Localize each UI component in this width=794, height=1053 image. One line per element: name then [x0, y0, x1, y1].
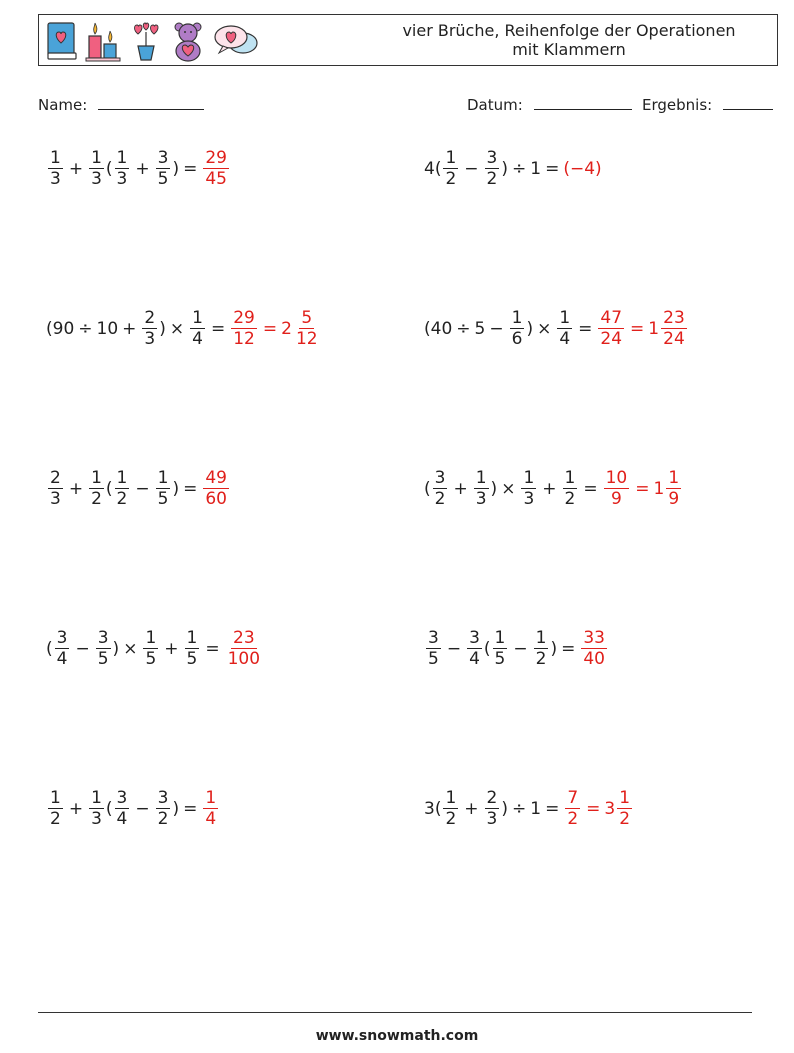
operator: − [135, 478, 150, 499]
math-token: 2 [281, 318, 292, 339]
operator: + [453, 478, 468, 499]
operator: + [164, 638, 179, 659]
denominator: 3 [486, 809, 498, 829]
math-token: ( [434, 798, 442, 819]
denominator: 2 [445, 809, 457, 829]
operator: − [464, 158, 479, 179]
operator: × [169, 318, 185, 339]
math-token: ( [105, 158, 113, 179]
numerator: 23 [663, 308, 685, 328]
fraction [563, 468, 578, 509]
numerator: 1 [116, 148, 128, 168]
denominator: 4 [205, 809, 217, 829]
problem-1 [46, 148, 231, 189]
math-token: ) [501, 798, 509, 819]
problem-10 [424, 788, 634, 829]
denominator: 3 [475, 489, 487, 509]
math-token: ( [483, 638, 491, 659]
numerator: 5 [301, 308, 313, 328]
denominator: 4 [559, 329, 571, 349]
operator: ÷ [78, 318, 93, 339]
problem-2 [424, 148, 602, 189]
math-token: ) [172, 478, 180, 499]
operator: = [635, 478, 650, 499]
fraction [48, 148, 63, 189]
title-line-1: vier Brüche, Reihenfolge der Operationen [402, 21, 736, 40]
numerator: 3 [157, 148, 169, 168]
problem-4 [424, 308, 689, 349]
math-token: 1 [648, 318, 660, 339]
math-token: 1 [530, 798, 542, 819]
denominator: 2 [619, 809, 631, 829]
answer-7 [226, 628, 262, 669]
math-token: 1 [653, 478, 665, 499]
answer-1 [203, 148, 229, 189]
denominator: 3 [50, 489, 61, 509]
fraction [467, 628, 482, 669]
numerator: 3 [157, 788, 169, 808]
denominator: 9 [611, 489, 622, 509]
numerator: 33 [583, 628, 605, 648]
fraction [48, 468, 63, 509]
operator: = [210, 318, 226, 339]
math-token: ) [112, 638, 120, 659]
operator: + [68, 478, 84, 499]
numerator: 1 [50, 788, 61, 808]
math-token: ( [434, 158, 442, 179]
math-token: 40 [430, 318, 453, 339]
fraction [557, 308, 572, 349]
numerator: 1 [511, 308, 523, 328]
numerator: 3 [428, 628, 439, 648]
fraction [521, 468, 536, 509]
operator: + [542, 478, 557, 499]
denominator: 12 [233, 329, 255, 349]
name-label: Name: [38, 96, 88, 114]
title-line-2: mit Klammern [512, 40, 626, 59]
numerator: 47 [600, 308, 623, 328]
numerator: 1 [619, 788, 631, 808]
numerator: 3 [116, 788, 128, 808]
fraction [426, 628, 441, 669]
numerator: 2 [144, 308, 156, 328]
answer-4 [598, 308, 624, 349]
numerator: 1 [494, 628, 506, 648]
fraction [510, 308, 525, 349]
book-heart-icon [45, 21, 79, 61]
denominator: 3 [523, 489, 535, 509]
denominator: 24 [663, 329, 685, 349]
operator: = [630, 318, 645, 339]
operator: = [262, 318, 278, 339]
denominator: 3 [144, 329, 156, 349]
numerator: 2 [486, 788, 498, 808]
fraction [55, 628, 70, 669]
answer-6-mixed [653, 468, 683, 509]
operator: − [489, 318, 504, 339]
operator: = [586, 798, 601, 819]
numerator: 1 [523, 468, 535, 488]
footer-divider [38, 1012, 752, 1013]
fraction [185, 628, 200, 669]
fraction [89, 148, 104, 189]
math-token: ( [46, 638, 53, 659]
fraction [48, 788, 63, 829]
fraction [294, 308, 320, 349]
denominator: 12 [295, 329, 318, 349]
fraction [156, 788, 171, 829]
result-field [642, 94, 773, 114]
math-token: ) [550, 638, 558, 659]
math-token: 5 [474, 318, 486, 339]
math-token: ) [159, 318, 166, 339]
fraction [661, 308, 687, 349]
denominator: 4 [469, 649, 480, 669]
problem-9 [46, 788, 220, 829]
fraction [190, 308, 205, 349]
denominator: 100 [227, 649, 261, 669]
answer-10 [565, 788, 580, 829]
operator: = [183, 158, 198, 179]
denominator: 2 [567, 809, 579, 829]
answer-6 [604, 468, 630, 509]
numerator: 7 [567, 788, 579, 808]
math-token: ) [172, 798, 180, 819]
fraction [534, 628, 549, 669]
numerator: 1 [186, 628, 198, 648]
fraction [443, 148, 458, 189]
answer-10-mixed [604, 788, 634, 829]
result-blank[interactable] [723, 94, 773, 110]
problem-5 [46, 468, 231, 509]
denominator: 2 [434, 489, 446, 509]
numerator: 3 [56, 628, 68, 648]
denominator: 4 [56, 649, 68, 669]
answer-2: (−4) [563, 158, 602, 179]
header-icons [45, 19, 259, 63]
worksheet-header [38, 14, 778, 66]
operator: = [545, 158, 560, 179]
operator: ÷ [456, 318, 471, 339]
denominator: 2 [486, 169, 498, 189]
math-token: ( [424, 318, 431, 339]
operator: = [545, 798, 560, 819]
fraction [433, 468, 448, 509]
operator: × [123, 638, 138, 659]
result-label: Ergebnis: [642, 96, 713, 114]
fraction [115, 468, 130, 509]
numerator: 49 [205, 468, 227, 488]
numerator: 3 [97, 628, 109, 648]
numerator: 10 [605, 468, 628, 488]
operator: = [183, 798, 198, 819]
numerator: 1 [91, 788, 102, 808]
numerator: 1 [445, 148, 457, 168]
numerator: 1 [205, 788, 217, 808]
operator: = [205, 638, 220, 659]
math-token: ( [105, 798, 113, 819]
operator: × [501, 478, 516, 499]
denominator: 5 [186, 649, 198, 669]
numerator: 1 [445, 788, 457, 808]
fraction [89, 788, 104, 829]
math-token: ) [490, 478, 498, 499]
math-token: 3 [424, 798, 435, 819]
operator: = [183, 478, 198, 499]
numerator: 23 [233, 628, 255, 648]
denominator: 2 [564, 489, 576, 509]
denominator: 9 [668, 489, 680, 509]
fraction [156, 148, 171, 189]
operator: − [75, 638, 90, 659]
numerator: 1 [157, 468, 169, 488]
operator: ÷ [512, 158, 527, 179]
numerator: 1 [535, 628, 547, 648]
operator: − [513, 638, 528, 659]
operator: = [583, 478, 598, 499]
operator: + [135, 158, 150, 179]
date-label: Datum: [467, 96, 523, 114]
fraction [143, 628, 158, 669]
math-token: ) [172, 158, 180, 179]
math-token: ) [501, 158, 509, 179]
math-token: 3 [604, 798, 616, 819]
fraction [142, 308, 157, 349]
fraction [89, 468, 104, 509]
denominator: 3 [116, 169, 128, 189]
denominator: 60 [205, 489, 227, 509]
operator: × [537, 318, 552, 339]
math-token: ( [424, 478, 431, 499]
worksheet-title [369, 15, 769, 65]
denominator: 5 [157, 489, 169, 509]
fraction [485, 788, 500, 829]
problem-8 [424, 628, 609, 669]
denominator: 5 [97, 649, 109, 669]
flower-pot-icon [129, 20, 163, 62]
denominator: 5 [145, 649, 157, 669]
answer-5 [203, 468, 229, 509]
numerator: 1 [668, 468, 680, 488]
denominator: 45 [205, 169, 227, 189]
teddy-bear-icon [169, 20, 207, 62]
operator: + [122, 318, 137, 339]
operator: = [578, 318, 593, 339]
numerator: 1 [116, 468, 128, 488]
operator: ÷ [512, 798, 527, 819]
denominator: 2 [50, 809, 61, 829]
denominator: 5 [494, 649, 506, 669]
fraction [617, 788, 632, 829]
fraction [96, 628, 111, 669]
denominator: 2 [157, 809, 169, 829]
denominator: 6 [511, 329, 523, 349]
math-token: 4 [424, 158, 435, 179]
denominator: 2 [445, 169, 457, 189]
numerator: 2 [50, 468, 61, 488]
denominator: 24 [600, 329, 623, 349]
numerator: 1 [564, 468, 576, 488]
operator: = [561, 638, 576, 659]
answer-8 [581, 628, 607, 669]
fraction [474, 468, 489, 509]
speech-bubbles-heart-icon [213, 21, 259, 61]
denominator: 5 [428, 649, 439, 669]
denominator: 5 [157, 169, 169, 189]
math-token: ) [526, 318, 534, 339]
answer-3 [231, 308, 257, 349]
fraction [666, 468, 681, 509]
fraction [115, 148, 130, 189]
operator: − [135, 798, 150, 819]
denominator: 3 [91, 169, 102, 189]
numerator: 3 [469, 628, 480, 648]
operator: − [446, 638, 462, 659]
math-token: ( [105, 478, 113, 499]
problem-6 [424, 468, 683, 509]
denominator: 40 [583, 649, 605, 669]
answer-3-mixed [281, 308, 321, 349]
denominator: 4 [192, 329, 203, 349]
math-token: 90 [52, 318, 75, 339]
numerator: 3 [434, 468, 446, 488]
numerator: 1 [145, 628, 157, 648]
numerator: 1 [50, 148, 61, 168]
fraction [156, 468, 171, 509]
numerator: 29 [233, 308, 255, 328]
name-field [38, 94, 204, 114]
date-field [467, 94, 632, 114]
fraction [443, 788, 458, 829]
denominator: 3 [50, 169, 61, 189]
math-token: 10 [96, 318, 119, 339]
numerator: 1 [475, 468, 487, 488]
denominator: 3 [91, 809, 102, 829]
numerator: 3 [486, 148, 498, 168]
candles-icon [85, 20, 123, 62]
numerator: 1 [91, 148, 102, 168]
problem-7 [46, 628, 264, 669]
footer-url[interactable]: www.snowmath.com [315, 1028, 479, 1044]
answer-9 [203, 788, 218, 829]
denominator: 4 [116, 809, 128, 829]
numerator: 29 [205, 148, 227, 168]
math-token: 1 [530, 158, 542, 179]
math-token: ( [46, 318, 53, 339]
denominator: 2 [116, 489, 128, 509]
operator: + [464, 798, 479, 819]
denominator: 2 [535, 649, 547, 669]
operator: + [68, 798, 84, 819]
problem-3 [46, 308, 322, 349]
name-blank[interactable] [98, 94, 204, 110]
numerator: 1 [91, 468, 102, 488]
denominator: 2 [91, 489, 102, 509]
fraction [493, 628, 508, 669]
fraction [115, 788, 130, 829]
numerator: 1 [192, 308, 203, 328]
fraction [485, 148, 500, 189]
numerator: 1 [559, 308, 571, 328]
operator: + [68, 158, 84, 179]
date-blank[interactable] [534, 94, 632, 110]
answer-4-mixed [648, 308, 688, 349]
